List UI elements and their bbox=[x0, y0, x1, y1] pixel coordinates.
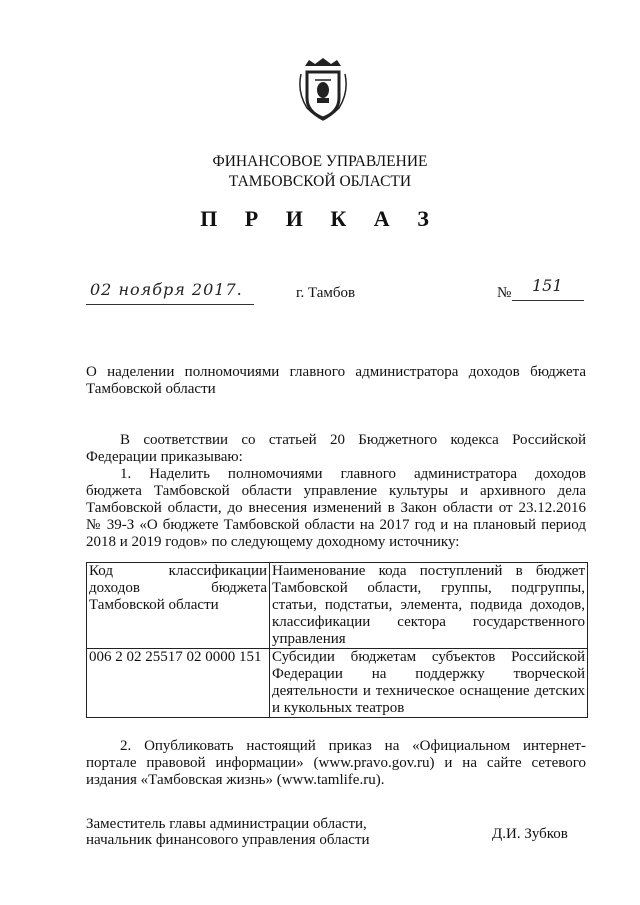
number-label: № bbox=[497, 285, 512, 301]
date-field bbox=[86, 280, 254, 305]
date-handwritten: 02 ноября 2017. bbox=[90, 280, 243, 299]
publish-line2: портале правовой информации» (www.pravo.gov.ru) и на сайте сетевого bbox=[86, 755, 586, 771]
publish-line1: 2. Опубликовать настоящий приказ на «Официальном интернет- bbox=[120, 738, 586, 754]
table-row bbox=[87, 649, 588, 718]
subject-line2: Тамбовской области bbox=[86, 381, 216, 397]
body-p2-line5: 2018 и 2019 годов» по следующему доходному источнику: bbox=[86, 534, 460, 550]
publish-line3: издания «Тамбовская жизнь» (www.tamlife.ru). bbox=[86, 772, 385, 788]
coat-of-arms-icon bbox=[297, 58, 349, 122]
table-header-row bbox=[87, 563, 588, 649]
body-p1-line2: Федерации приказываю: bbox=[86, 449, 243, 465]
org-name-line1: ФИНАНСОВОЕ УПРАВЛЕНИЕ bbox=[212, 153, 428, 170]
body-p2-line4: № 39-З «О бюджете Тамбовской области на 2017 год и на плановый период bbox=[86, 517, 586, 533]
revenue-codes-table bbox=[86, 562, 588, 718]
table-cell-name: Субсидии бюджетам субъектов Российской Федерации на поддержку творческой деятельности и техническое оснащение детских и кукольных театров bbox=[270, 649, 588, 718]
table-header-code: Код классификации доходов бюджета Тамбовской области bbox=[87, 563, 270, 649]
number-handwritten: 151 bbox=[532, 276, 563, 295]
body-p1-line1: В соответствии со статьей 20 Бюджетного кодекса Российской bbox=[120, 432, 586, 448]
table-header-name: Наименование кода поступлений в бюджет Тамбовской области, группы, подгруппы, статьи, подстатьи, элемента, подвида доходов, классификации сектора государственного управления bbox=[270, 563, 588, 649]
body-p2-line1: 1. Наделить полномочиями главного администратора доходов bbox=[120, 466, 586, 482]
subject-line1: О наделении полномочиями главного администратора доходов бюджета bbox=[86, 364, 586, 380]
table-cell-code: 006 2 02 25517 02 0000 151 bbox=[87, 649, 270, 718]
document-type: П Р И К А З bbox=[200, 206, 440, 231]
city: г. Тамбов bbox=[296, 285, 356, 301]
body-p2-line2: бюджета Тамбовской области управление культуры и архивного дела bbox=[86, 483, 586, 499]
body-p2-line3: Тамбовской области, до внесения изменений в Закон области от 23.12.2016 bbox=[86, 500, 586, 516]
org-name-line2: ТАМБОВСКОЙ ОБЛАСТИ bbox=[228, 173, 412, 190]
signer-name: Д.И. Зубков bbox=[492, 826, 568, 842]
signer-position-line1: Заместитель главы администрации области, bbox=[86, 816, 367, 832]
signer-position-line2: начальник финансового управления области bbox=[86, 832, 370, 848]
number-field bbox=[512, 278, 584, 301]
